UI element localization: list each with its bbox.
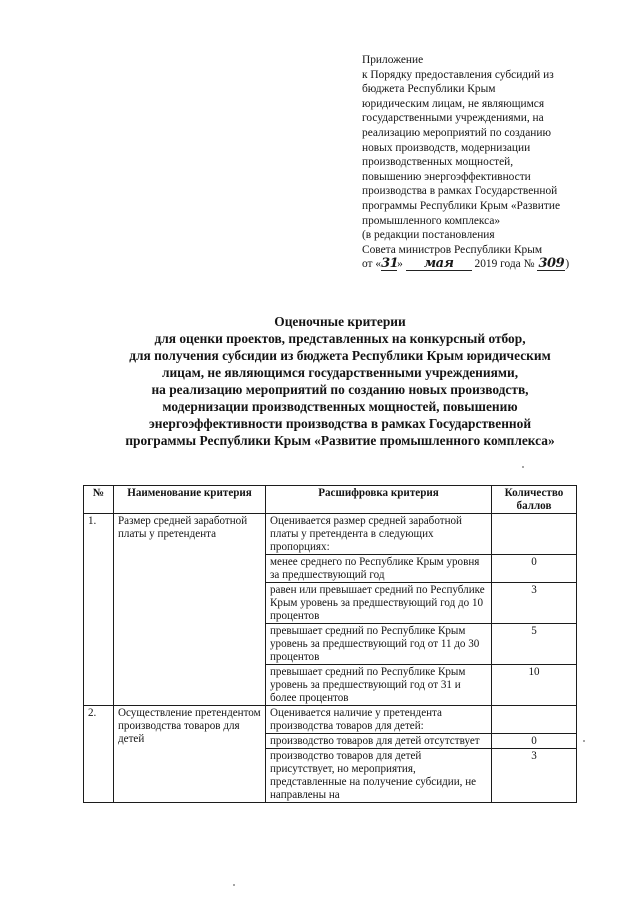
option-description: превышает средний по Республике Крым уровень за предшествующий год от 31 и более процентов [266, 665, 492, 706]
option-points: 3 [492, 583, 577, 624]
points-cell-empty [492, 706, 577, 734]
appendix-line: производственных мощностей, [362, 156, 514, 169]
header-number: № [84, 486, 114, 514]
option-description: равен или превышает средний по Республике Крым уровень за предшествующий год до 10 процентов [266, 583, 492, 624]
title-line: программы Республики Крым «Развитие промышленного комплекса» [125, 433, 555, 448]
date-month-handwritten: мая [406, 257, 472, 271]
appendix-line: реализацию мероприятий по созданию [362, 126, 551, 139]
points-cell-empty [492, 514, 577, 555]
appendix-line: новых производств, модернизации [362, 141, 531, 154]
title-line: лицам, не являющимся государственными учреждениями, [161, 365, 519, 380]
option-points: 3 [492, 749, 577, 803]
option-points: 0 [492, 555, 577, 583]
criterion-name: Размер средней заработной платы у претендента [114, 514, 266, 706]
criterion-number: 2. [84, 706, 114, 803]
title-line: Оценочные критерии [274, 314, 406, 329]
table-row [84, 706, 577, 734]
appendix-line: Приложение [362, 54, 424, 66]
appendix-line: (в редакции постановления [362, 229, 495, 242]
amendment-date-line [362, 257, 632, 272]
criterion-number: 1. [84, 514, 114, 706]
date-day-handwritten: 31 [381, 256, 399, 272]
criterion-intro: Оценивается размер средней заработной платы у претендента в следующих пропорциях: [266, 514, 492, 555]
option-description: менее среднего по Республике Крым уровня за предшествующий год [266, 555, 492, 583]
header-criterion-description: Расшифровка критерия [266, 486, 492, 514]
appendix-line: Совета министров Республики Крым [362, 243, 543, 256]
appendix-block [362, 53, 632, 272]
document-title [60, 313, 620, 449]
appendix-line: программы Республики Крым «Развитие [362, 199, 561, 212]
title-line: для получения субсидии из бюджета Республики Крым юридическим [129, 348, 551, 363]
option-points: 0 [492, 734, 577, 749]
appendix-line: бюджета Республики Крым [362, 83, 496, 96]
header-points: Количество баллов [492, 486, 577, 514]
appendix-line: повышению энергоэффективности [362, 170, 531, 183]
criterion-intro: Оценивается наличие у претендента производства товаров для детей: [266, 706, 492, 734]
decree-number-handwritten: 309 [538, 256, 565, 272]
header-criterion-name: Наименование критерия [114, 486, 266, 514]
title-line: для оценки проектов, представленных на конкурсный отбор, [154, 331, 526, 346]
title-line: энергоэффективности производства в рамках Государственной [148, 416, 532, 431]
criterion-name: Осуществление претендентом производства товаров для детей [114, 706, 266, 803]
date-prefix: от « [362, 258, 382, 271]
date-year: 2019 года № [474, 258, 535, 271]
appendix-line: юридическим лицам, не являющимся [362, 97, 545, 110]
scan-speck [583, 740, 585, 742]
appendix-line: государственными учреждениями, на [362, 112, 544, 125]
date-quote-close: » [397, 258, 403, 271]
option-points: 10 [492, 665, 577, 706]
table-header-row [84, 486, 577, 514]
table-row [84, 514, 577, 555]
title-line: модернизации производственных мощностей, повышению [162, 399, 518, 414]
option-description: производство товаров для детей отсутствует [266, 734, 492, 749]
option-description: превышает средний по Республике Крым уровень за предшествующий год от 11 до 30 процентов [266, 624, 492, 665]
criteria-table [83, 485, 577, 803]
appendix-line: производства в рамках Государственной [362, 185, 558, 198]
appendix-line: промышленного комплекса» [362, 214, 501, 227]
title-line: на реализацию мероприятий по созданию новых производств, [151, 382, 529, 397]
date-close: ) [565, 258, 570, 271]
appendix-line: к Порядку предоставления субсидий из [362, 68, 554, 81]
option-description: производство товаров для детей присутствует, но мероприятия, представленные на получение субсидии, не направлены на [266, 749, 492, 803]
scan-speck [233, 884, 235, 886]
option-points: 5 [492, 624, 577, 665]
scan-speck [522, 466, 524, 468]
